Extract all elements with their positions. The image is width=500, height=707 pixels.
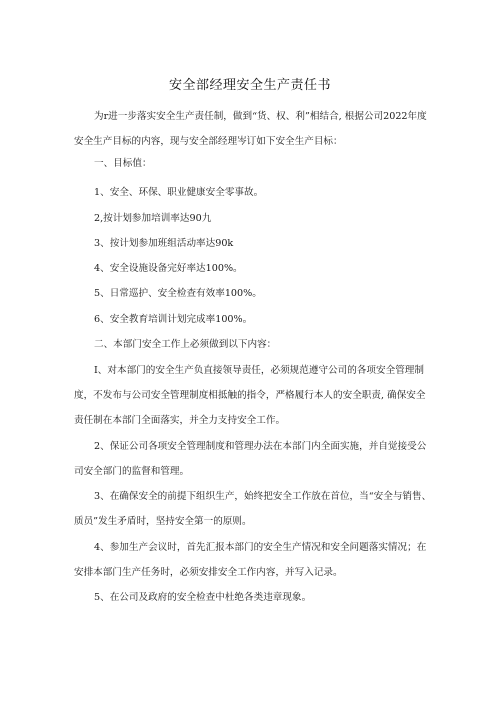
section-heading-targets: 一、目标值：	[94, 158, 152, 169]
target-item: 1、安全、环保、职业健康安全零事故。	[94, 187, 264, 198]
duty-paragraph: 4、参加生产会议时，首先汇报本部门的安全生产情况和安全问题落实情况；在安排本部门生产任务时，必须安排安全工作内容，并写入记录。	[74, 542, 427, 578]
target-item: 2,按计划参加培训率达90九	[94, 213, 212, 224]
duty-paragraph: 2、保证公司各项安全管理制度和管理办法在本部门内全面实施，并自觉接受公司安全部门的监督和管理。	[74, 441, 427, 477]
target-item: 5、日常巡护、安全检查有效率100%。	[94, 288, 262, 299]
duty-paragraph: I、对本部门的安全生产负直接领导责任，必须规范遵守公司的各项安全管理制度，不发布与公司安全管理制度相抵触的指令，严格履行本人的安全职责, 确保安全责任制在本部门全面落实，并全力支持安全工作。	[74, 365, 426, 426]
target-item: 6、安全教育培训计划完成率100%。	[94, 314, 253, 325]
document-title: 安全部经理安全生产责任书	[168, 78, 331, 93]
duty-paragraph: 5、在公司及政府的安全检查中杜绝各类违章现象。	[94, 592, 312, 603]
intro-paragraph: 为r进一步落实安全生产责任制，做到“货、权、利”相结合, 根据公司2022年度安全生产目标的内容，现与安全部经理岑订如下安全生产目标：	[74, 111, 427, 147]
target-item: 4、安全设施设备完好率达100%。	[94, 263, 243, 274]
target-item: 3、按计划参加班组活动率达90k	[94, 238, 234, 249]
section-heading-duties: 二、本部门安全工作上必须做到以下内容：	[94, 339, 277, 350]
duty-paragraph: 3、在确保安全的前提下组织生产，始终把安全工作放在首位，当“安全与销售、质员”发生矛盾时，坚持安全第一的原则。	[74, 491, 432, 527]
